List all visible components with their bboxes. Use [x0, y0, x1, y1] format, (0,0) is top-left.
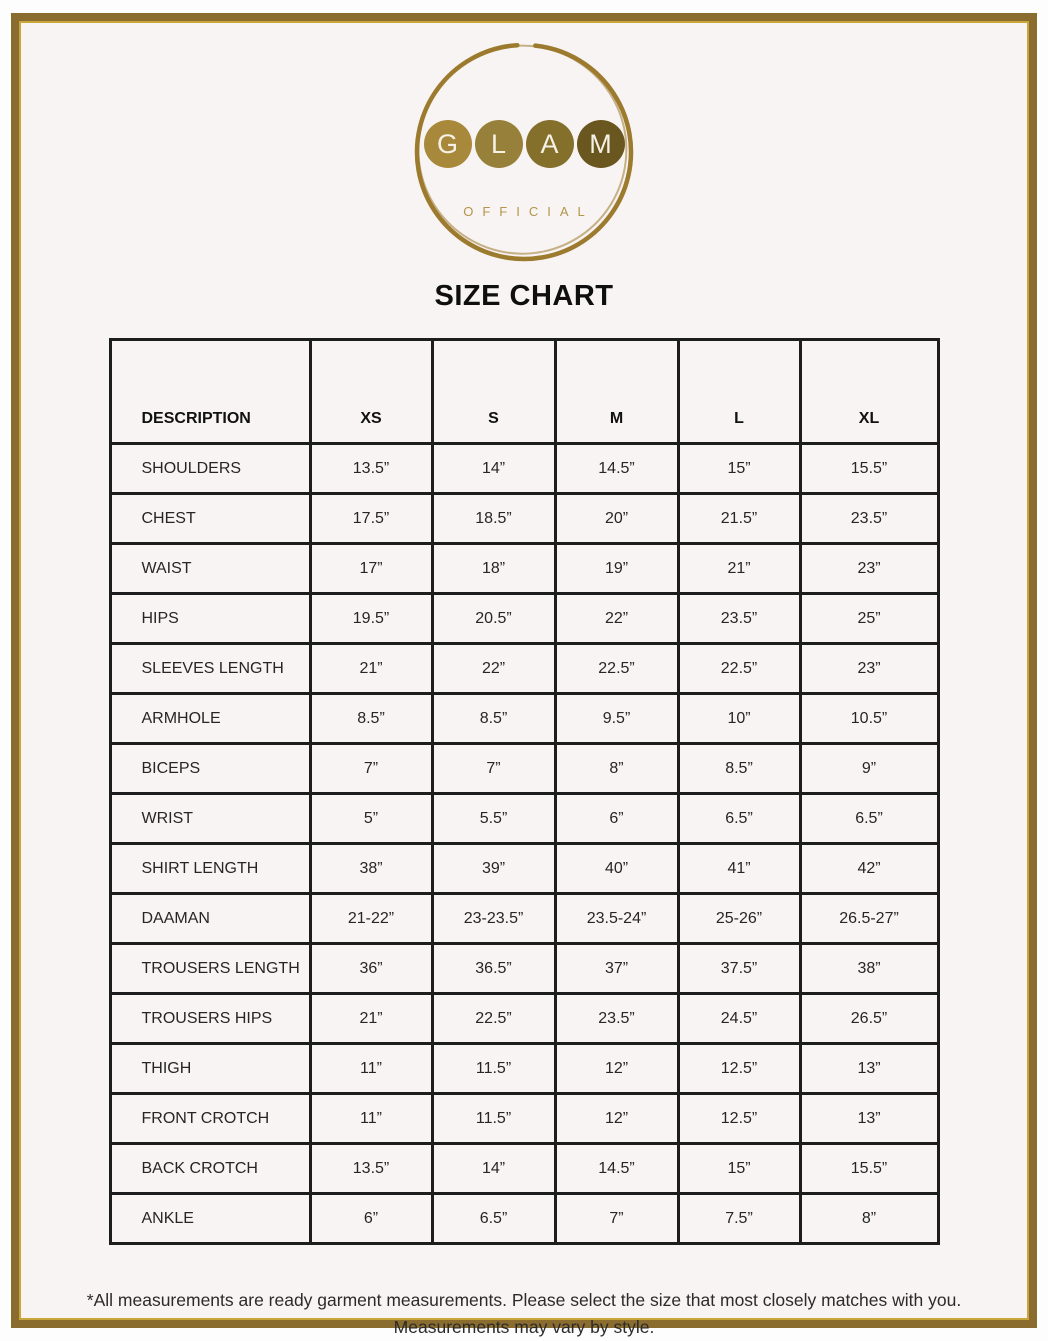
measurement-cell: 18” — [432, 544, 555, 594]
row-label: BICEPS — [110, 744, 310, 794]
table-row — [110, 944, 938, 994]
measurement-cell: 22.5” — [555, 644, 678, 694]
row-label: ARMHOLE — [110, 694, 310, 744]
measurement-cell: 23” — [800, 644, 938, 694]
measurement-cell: 39” — [432, 844, 555, 894]
size-chart-table — [109, 338, 940, 1245]
measurement-cell: 14” — [432, 1144, 555, 1194]
measurement-cell: 15.5” — [800, 1144, 938, 1194]
measurement-cell: 7” — [432, 744, 555, 794]
measurement-cell: 8.5” — [432, 694, 555, 744]
measurement-cell: 20.5” — [432, 594, 555, 644]
measurement-cell: 17” — [310, 544, 432, 594]
logo-letter-circles — [409, 120, 639, 168]
measurement-cell: 12” — [555, 1094, 678, 1144]
table-row — [110, 544, 938, 594]
table-row — [110, 1144, 938, 1194]
measurement-cell: 37.5” — [678, 944, 800, 994]
measurement-cell: 19.5” — [310, 594, 432, 644]
measurement-cell: 22” — [432, 644, 555, 694]
row-label: TROUSERS HIPS — [110, 994, 310, 1044]
measurement-cell: 17.5” — [310, 494, 432, 544]
table-row — [110, 694, 938, 744]
gold-frame-border — [11, 13, 1037, 1338]
measurement-cell: 11.5” — [432, 1044, 555, 1094]
row-label: ANKLE — [110, 1194, 310, 1244]
measurement-cell: 38” — [800, 944, 938, 994]
measurement-cell: 9.5” — [555, 694, 678, 744]
measurement-cell: 22.5” — [432, 994, 555, 1044]
logo-letter-circle-l: L — [475, 120, 523, 168]
measurement-cell: 13.5” — [310, 444, 432, 494]
measurement-cell: 10.5” — [800, 694, 938, 744]
row-label: BACK CROTCH — [110, 1144, 310, 1194]
row-label: WAIST — [110, 544, 310, 594]
table-row — [110, 594, 938, 644]
table-row — [110, 994, 938, 1044]
measurement-cell: 22” — [555, 594, 678, 644]
measurement-cell: 12” — [555, 1044, 678, 1094]
measurement-cell: 23” — [800, 544, 938, 594]
column-header-xl: XL — [800, 340, 938, 444]
footer-note — [19, 1287, 1029, 1341]
measurement-cell: 38” — [310, 844, 432, 894]
measurement-cell: 8.5” — [310, 694, 432, 744]
table-header-row — [110, 340, 938, 444]
measurement-cell: 12.5” — [678, 1094, 800, 1144]
column-header-s: S — [432, 340, 555, 444]
row-label: SHIRT LENGTH — [110, 844, 310, 894]
measurement-cell: 23.5-24” — [555, 894, 678, 944]
table-row — [110, 894, 938, 944]
measurement-cell: 23.5” — [555, 994, 678, 1044]
measurement-cell: 6” — [310, 1194, 432, 1244]
measurement-cell: 21.5” — [678, 494, 800, 544]
measurement-cell: 26.5-27” — [800, 894, 938, 944]
row-label: FRONT CROTCH — [110, 1094, 310, 1144]
measurement-cell: 5.5” — [432, 794, 555, 844]
table-row — [110, 1044, 938, 1094]
measurement-cell: 21” — [678, 544, 800, 594]
measurement-cell: 9” — [800, 744, 938, 794]
measurement-cell: 20” — [555, 494, 678, 544]
measurement-cell: 21-22” — [310, 894, 432, 944]
table-row — [110, 444, 938, 494]
measurement-cell: 23.5” — [800, 494, 938, 544]
measurement-cell: 14.5” — [555, 444, 678, 494]
measurement-cell: 13” — [800, 1094, 938, 1144]
measurement-cell: 42” — [800, 844, 938, 894]
logo-letter-circle-m: M — [577, 120, 625, 168]
row-label: DAAMAN — [110, 894, 310, 944]
row-label: SLEEVES LENGTH — [110, 644, 310, 694]
measurement-cell: 19” — [555, 544, 678, 594]
measurement-cell: 21” — [310, 644, 432, 694]
table-row — [110, 744, 938, 794]
measurement-cell: 25-26” — [678, 894, 800, 944]
measurement-cell: 13” — [800, 1044, 938, 1094]
measurement-cell: 15” — [678, 444, 800, 494]
measurement-cell: 15” — [678, 1144, 800, 1194]
measurement-cell: 6.5” — [800, 794, 938, 844]
measurement-cell: 37” — [555, 944, 678, 994]
measurement-cell: 13.5” — [310, 1144, 432, 1194]
measurement-cell: 22.5” — [678, 644, 800, 694]
footer-note-line2: Measurements may vary by style. — [393, 1317, 655, 1338]
measurement-cell: 6” — [555, 794, 678, 844]
measurement-cell: 8” — [800, 1194, 938, 1244]
measurement-cell: 7.5” — [678, 1194, 800, 1244]
row-label: SHOULDERS — [110, 444, 310, 494]
row-label: TROUSERS LENGTH — [110, 944, 310, 994]
measurement-cell: 11.5” — [432, 1094, 555, 1144]
measurement-cell: 41” — [678, 844, 800, 894]
table-row — [110, 844, 938, 894]
table-row — [110, 494, 938, 544]
measurement-cell: 5” — [310, 794, 432, 844]
logo-letter-circle-g: G — [424, 120, 472, 168]
measurement-cell: 14” — [432, 444, 555, 494]
brand-logo — [409, 37, 639, 267]
measurement-cell: 6.5” — [432, 1194, 555, 1244]
measurement-cell: 10” — [678, 694, 800, 744]
column-header-description: DESCRIPTION — [110, 340, 310, 444]
logo-subtitle: OFFICIAL — [463, 204, 594, 219]
logo-letter-circle-a: A — [526, 120, 574, 168]
table-row — [110, 1094, 938, 1144]
measurement-cell: 23-23.5” — [432, 894, 555, 944]
measurement-cell: 18.5” — [432, 494, 555, 544]
measurement-cell: 11” — [310, 1044, 432, 1094]
column-header-xs: XS — [310, 340, 432, 444]
row-label: CHEST — [110, 494, 310, 544]
column-header-m: M — [555, 340, 678, 444]
measurement-cell: 25” — [800, 594, 938, 644]
measurement-cell: 7” — [555, 1194, 678, 1244]
table-row — [110, 794, 938, 844]
measurement-cell: 23.5” — [678, 594, 800, 644]
measurement-cell: 6.5” — [678, 794, 800, 844]
table-row — [110, 644, 938, 694]
row-label: THIGH — [110, 1044, 310, 1094]
measurement-cell: 36” — [310, 944, 432, 994]
measurement-cell: 7” — [310, 744, 432, 794]
measurement-cell: 15.5” — [800, 444, 938, 494]
page-title: SIZE CHART — [434, 280, 614, 312]
measurement-cell: 8” — [555, 744, 678, 794]
column-header-l: L — [678, 340, 800, 444]
measurement-cell: 12.5” — [678, 1044, 800, 1094]
footer-note-line1: *All measurements are ready garment measurements. Please select the size that most closely matches with you. — [86, 1290, 962, 1310]
measurement-cell: 14.5” — [555, 1144, 678, 1194]
row-label: WRIST — [110, 794, 310, 844]
measurement-cell: 40” — [555, 844, 678, 894]
row-label: HIPS — [110, 594, 310, 644]
measurement-cell: 24.5” — [678, 994, 800, 1044]
measurement-cell: 26.5” — [800, 994, 938, 1044]
measurement-cell: 36.5” — [432, 944, 555, 994]
size-table-body — [110, 444, 938, 1244]
measurement-cell: 11” — [310, 1094, 432, 1144]
measurement-cell: 8.5” — [678, 744, 800, 794]
measurement-cell: 21” — [310, 994, 432, 1044]
table-row — [110, 1194, 938, 1244]
